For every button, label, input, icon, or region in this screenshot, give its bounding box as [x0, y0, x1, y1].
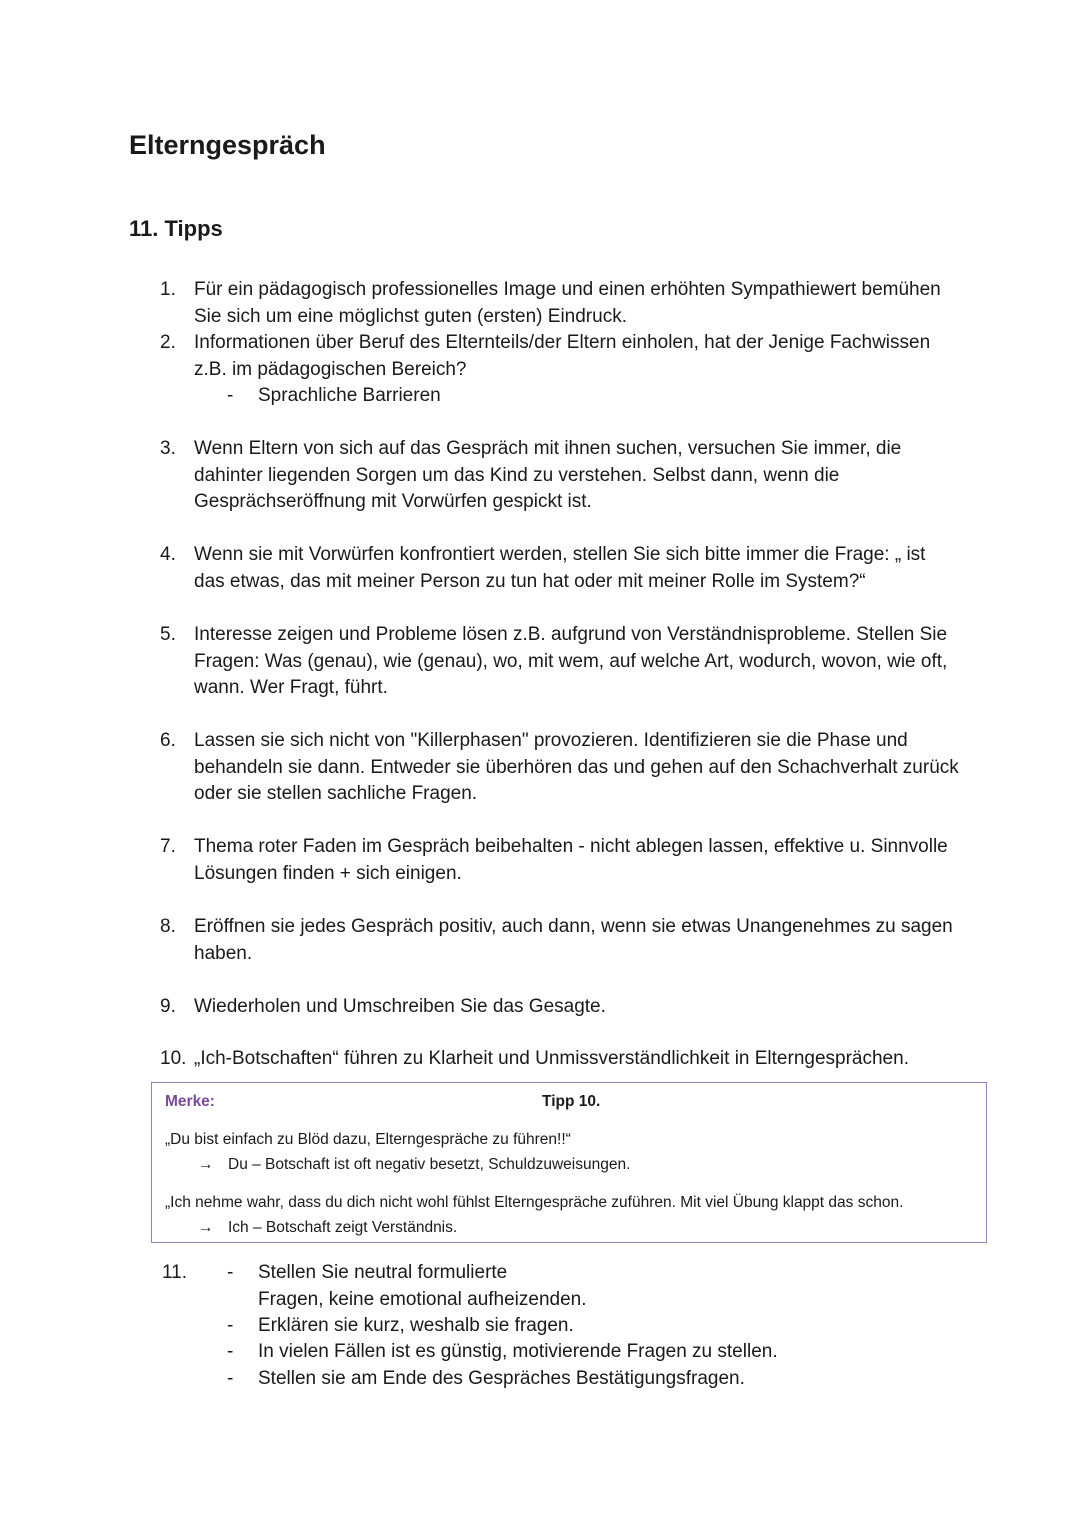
- ich-botschaft-note: [198, 1217, 457, 1239]
- dash-marker: -: [227, 385, 234, 406]
- merke-tipp-reference: Tipp 10.: [542, 1093, 601, 1110]
- sub-bullet-text: Sprachliche Barrieren: [258, 385, 441, 406]
- list-text: „Ich-Botschaften“ führen zu Klarheit und Unmissverständlichkeit in Elterngesprächen.: [194, 1048, 909, 1069]
- list-number: 8.: [160, 916, 176, 937]
- list-text: Interesse zeigen und Probleme lösen z.B. aufgrund von Verständnisprobleme. Stellen Sie Fragen: Was (genau), wie (genau), wo, mit wem, auf welche Art, wodurch, wovon, wie oft, wann. Wer Fragt, führt.: [194, 624, 948, 698]
- list-number: 10.: [160, 1048, 187, 1069]
- dash-marker: -: [227, 1315, 234, 1336]
- document-title: Elterngespräch: [129, 130, 326, 160]
- du-botschaft-note: [198, 1154, 630, 1176]
- list-text: Eröffnen sie jedes Gespräch positiv, auch dann, wenn sie etwas Unangenehmes zu sagen haben.: [194, 916, 953, 964]
- list-number: 2.: [160, 332, 176, 353]
- list-text: Wenn Eltern von sich auf das Gespräch mit ihnen suchen, versuchen Sie immer, die dahinter liegenden Sorgen um das Kind zu verstehen. Selbst dann, wenn die Gesprächseröffnung mit Vorwürfen gespickt ist.: [194, 438, 902, 512]
- sub-bullet: [227, 1260, 587, 1313]
- list-item: [160, 277, 960, 330]
- list-number: 9.: [160, 996, 176, 1017]
- list-item: [160, 834, 960, 887]
- list-number: 7.: [160, 836, 176, 857]
- ich-botschaft-example: „Ich nehme wahr, dass du dich nicht wohl fühlst Elterngespräche zuführen. Mit viel Übung klappt das schon.: [165, 1194, 904, 1211]
- list-item: [160, 542, 960, 595]
- list-number: 3.: [160, 438, 176, 459]
- list-number: 5.: [160, 624, 176, 645]
- sub-bullet-text: Erklären sie kurz, weshalb sie fragen.: [258, 1315, 574, 1336]
- list-item: [160, 994, 960, 1021]
- list-item: [160, 330, 960, 383]
- note-text: Ich – Botschaft zeigt Verständnis.: [228, 1219, 458, 1236]
- list-item: [160, 914, 960, 967]
- list-item: [160, 436, 960, 516]
- list-number: 6.: [160, 730, 176, 751]
- sub-bullet: [227, 1339, 778, 1366]
- dash-marker: -: [227, 1262, 234, 1283]
- sub-bullet: [227, 1366, 745, 1393]
- dash-marker: -: [227, 1341, 234, 1362]
- sub-bullet: [227, 1313, 574, 1340]
- merke-box: [151, 1082, 987, 1243]
- dash-marker: -: [227, 1368, 234, 1389]
- sub-bullet-text: Stellen sie am Ende des Gespräches Bestätigungsfragen.: [258, 1368, 745, 1389]
- arrow-right-icon: →: [198, 1156, 214, 1173]
- list-item: [160, 622, 960, 702]
- list-text: Wiederholen und Umschreiben Sie das Gesagte.: [194, 996, 606, 1017]
- list-text: Wenn sie mit Vorwürfen konfrontiert werden, stellen Sie sich bitte immer die Frage: „ ist das etwas, das mit meiner Person zu tun hat oder mit meiner Rolle im System?“: [194, 544, 926, 592]
- sub-bullet-text-continued: Fragen, keine emotional aufheizenden.: [258, 1288, 587, 1310]
- list-item: [160, 1046, 990, 1073]
- du-botschaft-example: „Du bist einfach zu Blöd dazu, Elterngespräche zu führen!!“: [165, 1131, 571, 1148]
- list-number: 4.: [160, 544, 176, 565]
- list-text: Lassen sie sich nicht von "Killerphasen" provozieren. Identifizieren sie die Phase und behandeln sie dann. Entweder sie überhören das und gehen auf den Schachverhalt zurück oder sie stellen sachliche Fragen.: [194, 730, 959, 804]
- arrow-right-icon: →: [198, 1219, 214, 1236]
- list-text: Informationen über Beruf des Elternteils/der Eltern einholen, hat der Jenige Fachwissen z.B. im pädagogischen Bereich?: [194, 332, 931, 380]
- sub-bullet: [227, 383, 441, 410]
- sub-bullet-text: Stellen Sie neutral formulierte: [258, 1262, 508, 1283]
- sub-bullet-text: In vielen Fällen ist es günstig, motivierende Fragen zu stellen.: [258, 1341, 778, 1362]
- list-number: 1.: [160, 279, 176, 300]
- list-text: Thema roter Faden im Gespräch beibehalten - nicht ablegen lassen, effektive u. Sinnvolle Lösungen finden + sich einigen.: [194, 836, 948, 884]
- note-text: Du – Botschaft ist oft negativ besetzt, Schuldzuweisungen.: [228, 1156, 631, 1173]
- list-text: Für ein pädagogisch professionelles Image und einen erhöhten Sympathiewert bemühen Sie sich um eine möglichst guten (ersten) Eindruck.: [194, 279, 941, 327]
- list-number: 11.: [162, 1262, 188, 1283]
- list-item: [160, 728, 960, 808]
- section-heading: 11. Tipps: [129, 216, 223, 241]
- merke-label: Merke:: [165, 1093, 215, 1110]
